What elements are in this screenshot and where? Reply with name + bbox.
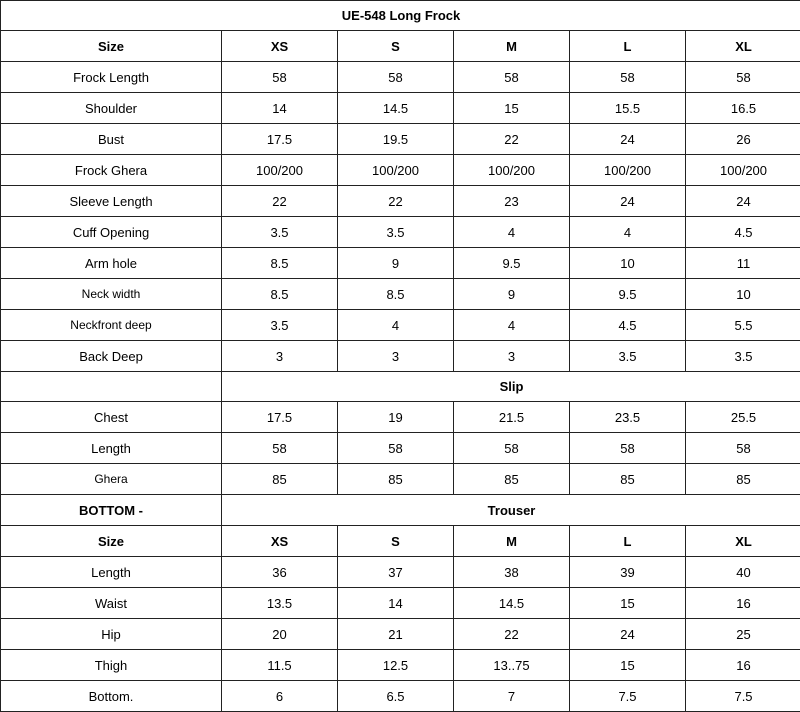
chart-title: UE-548 Long Frock bbox=[1, 1, 800, 31]
table-cell: 58 bbox=[570, 433, 686, 464]
table-cell: 15 bbox=[570, 650, 686, 681]
table-cell: 100/200 bbox=[338, 155, 454, 186]
table-row bbox=[1, 402, 800, 433]
table-row bbox=[1, 557, 800, 588]
table-cell: 85 bbox=[454, 464, 570, 495]
row-label: Frock Ghera bbox=[1, 155, 222, 186]
table-cell: 4.5 bbox=[570, 310, 686, 341]
table-cell: 8.5 bbox=[222, 279, 338, 310]
table-row bbox=[1, 650, 800, 681]
table-cell: 22 bbox=[454, 124, 570, 155]
table-cell: 3.5 bbox=[570, 341, 686, 372]
table-row bbox=[1, 681, 800, 712]
table-cell: 58 bbox=[338, 62, 454, 93]
table-cell: 15 bbox=[454, 93, 570, 124]
table-row bbox=[1, 279, 800, 310]
table-cell: 58 bbox=[454, 433, 570, 464]
table-cell: 16.5 bbox=[686, 93, 800, 124]
table-cell: 5.5 bbox=[686, 310, 800, 341]
row-label: Ghera bbox=[1, 464, 222, 495]
slip-section-title: Slip bbox=[222, 372, 800, 402]
table-cell: 16 bbox=[686, 650, 800, 681]
table-cell: 3.5 bbox=[686, 341, 800, 372]
table-row bbox=[1, 93, 800, 124]
row-label: Chest bbox=[1, 402, 222, 433]
size-header-s: S bbox=[338, 31, 454, 62]
table-cell: 23.5 bbox=[570, 402, 686, 433]
frock-size-header-label: Size bbox=[1, 31, 222, 62]
table-cell: 21.5 bbox=[454, 402, 570, 433]
table-cell: 24 bbox=[570, 186, 686, 217]
table-cell: 3.5 bbox=[222, 217, 338, 248]
table-cell: 4 bbox=[454, 310, 570, 341]
size-header-m: M bbox=[454, 31, 570, 62]
table-cell: 19 bbox=[338, 402, 454, 433]
table-cell: 24 bbox=[686, 186, 800, 217]
table-cell: 7.5 bbox=[686, 681, 800, 712]
table-cell: 3.5 bbox=[338, 217, 454, 248]
table-cell: 15.5 bbox=[570, 93, 686, 124]
table-cell: 58 bbox=[338, 433, 454, 464]
table-cell: 6.5 bbox=[338, 681, 454, 712]
bottom-size-header-label: Size bbox=[1, 526, 222, 557]
empty-cell bbox=[1, 372, 222, 402]
table-cell: 19.5 bbox=[338, 124, 454, 155]
table-cell: 36 bbox=[222, 557, 338, 588]
row-label: Sleeve Length bbox=[1, 186, 222, 217]
table-cell: 40 bbox=[686, 557, 800, 588]
table-cell: 22 bbox=[338, 186, 454, 217]
table-cell: 85 bbox=[686, 464, 800, 495]
row-label: Hip bbox=[1, 619, 222, 650]
table-cell: 85 bbox=[222, 464, 338, 495]
table-cell: 4 bbox=[454, 217, 570, 248]
row-label: Bottom. bbox=[1, 681, 222, 712]
table-row bbox=[1, 341, 800, 372]
size-header-xl: XL bbox=[686, 526, 800, 557]
table-cell: 8.5 bbox=[222, 248, 338, 279]
row-label: Neck width bbox=[1, 279, 222, 310]
row-label: Arm hole bbox=[1, 248, 222, 279]
size-header-l: L bbox=[570, 31, 686, 62]
table-cell: 100/200 bbox=[454, 155, 570, 186]
table-cell: 14.5 bbox=[454, 588, 570, 619]
row-label: Neckfront deep bbox=[1, 310, 222, 341]
table-cell: 58 bbox=[222, 62, 338, 93]
table-cell: 14 bbox=[338, 588, 454, 619]
table-cell: 4 bbox=[338, 310, 454, 341]
table-cell: 16 bbox=[686, 588, 800, 619]
table-row bbox=[1, 217, 800, 248]
size-header-l: L bbox=[570, 526, 686, 557]
table-cell: 3 bbox=[222, 341, 338, 372]
table-cell: 7 bbox=[454, 681, 570, 712]
table-cell: 15 bbox=[570, 588, 686, 619]
table-row bbox=[1, 588, 800, 619]
row-label: Length bbox=[1, 557, 222, 588]
size-header-s: S bbox=[338, 526, 454, 557]
table-cell: 25 bbox=[686, 619, 800, 650]
table-row bbox=[1, 248, 800, 279]
table-cell: 8.5 bbox=[338, 279, 454, 310]
table-cell: 4.5 bbox=[686, 217, 800, 248]
table-cell: 24 bbox=[570, 124, 686, 155]
table-row bbox=[1, 155, 800, 186]
table-cell: 100/200 bbox=[570, 155, 686, 186]
frock-size-header-row bbox=[1, 31, 800, 62]
table-cell: 17.5 bbox=[222, 402, 338, 433]
table-cell: 25.5 bbox=[686, 402, 800, 433]
table-cell: 12.5 bbox=[338, 650, 454, 681]
row-label: Bust bbox=[1, 124, 222, 155]
row-label: Shoulder bbox=[1, 93, 222, 124]
row-label: Frock Length bbox=[1, 62, 222, 93]
table-cell: 100/200 bbox=[222, 155, 338, 186]
table-cell: 9 bbox=[338, 248, 454, 279]
table-cell: 58 bbox=[222, 433, 338, 464]
table-cell: 17.5 bbox=[222, 124, 338, 155]
table-cell: 3 bbox=[454, 341, 570, 372]
table-cell: 58 bbox=[570, 62, 686, 93]
table-cell: 100/200 bbox=[686, 155, 800, 186]
table-cell: 20 bbox=[222, 619, 338, 650]
table-cell: 14 bbox=[222, 93, 338, 124]
table-cell: 22 bbox=[454, 619, 570, 650]
table-cell: 9.5 bbox=[454, 248, 570, 279]
trouser-section-title: Trouser bbox=[222, 495, 800, 526]
row-label: Waist bbox=[1, 588, 222, 619]
table-cell: 11.5 bbox=[222, 650, 338, 681]
table-row bbox=[1, 619, 800, 650]
table-cell: 24 bbox=[570, 619, 686, 650]
title-row bbox=[1, 1, 800, 31]
table-cell: 9.5 bbox=[570, 279, 686, 310]
size-header-xs: XS bbox=[222, 31, 338, 62]
table-cell: 11 bbox=[686, 248, 800, 279]
bottom-group-label: BOTTOM - bbox=[1, 495, 222, 526]
size-header-xs: XS bbox=[222, 526, 338, 557]
table-cell: 37 bbox=[338, 557, 454, 588]
table-cell: 6 bbox=[222, 681, 338, 712]
table-cell: 23 bbox=[454, 186, 570, 217]
size-header-m: M bbox=[454, 526, 570, 557]
table-cell: 4 bbox=[570, 217, 686, 248]
table-cell: 13..75 bbox=[454, 650, 570, 681]
table-cell: 85 bbox=[570, 464, 686, 495]
table-row bbox=[1, 186, 800, 217]
table-cell: 38 bbox=[454, 557, 570, 588]
table-cell: 26 bbox=[686, 124, 800, 155]
table-cell: 22 bbox=[222, 186, 338, 217]
table-cell: 58 bbox=[686, 433, 800, 464]
row-label: Thigh bbox=[1, 650, 222, 681]
table-cell: 9 bbox=[454, 279, 570, 310]
slip-section-row bbox=[1, 372, 800, 402]
table-cell: 3.5 bbox=[222, 310, 338, 341]
table-cell: 58 bbox=[686, 62, 800, 93]
size-header-xl: XL bbox=[686, 31, 800, 62]
table-cell: 21 bbox=[338, 619, 454, 650]
row-label: Cuff Opening bbox=[1, 217, 222, 248]
row-label: Back Deep bbox=[1, 341, 222, 372]
table-row bbox=[1, 433, 800, 464]
table-cell: 58 bbox=[454, 62, 570, 93]
table-cell: 10 bbox=[570, 248, 686, 279]
table-cell: 39 bbox=[570, 557, 686, 588]
table-cell: 13.5 bbox=[222, 588, 338, 619]
table-row bbox=[1, 310, 800, 341]
table-cell: 7.5 bbox=[570, 681, 686, 712]
row-label: Length bbox=[1, 433, 222, 464]
bottom-section-row bbox=[1, 495, 800, 526]
table-row bbox=[1, 464, 800, 495]
table-row bbox=[1, 124, 800, 155]
bottom-size-header-row bbox=[1, 526, 800, 557]
table-cell: 85 bbox=[338, 464, 454, 495]
table-cell: 10 bbox=[686, 279, 800, 310]
table-cell: 3 bbox=[338, 341, 454, 372]
table-cell: 14.5 bbox=[338, 93, 454, 124]
table-row bbox=[1, 62, 800, 93]
